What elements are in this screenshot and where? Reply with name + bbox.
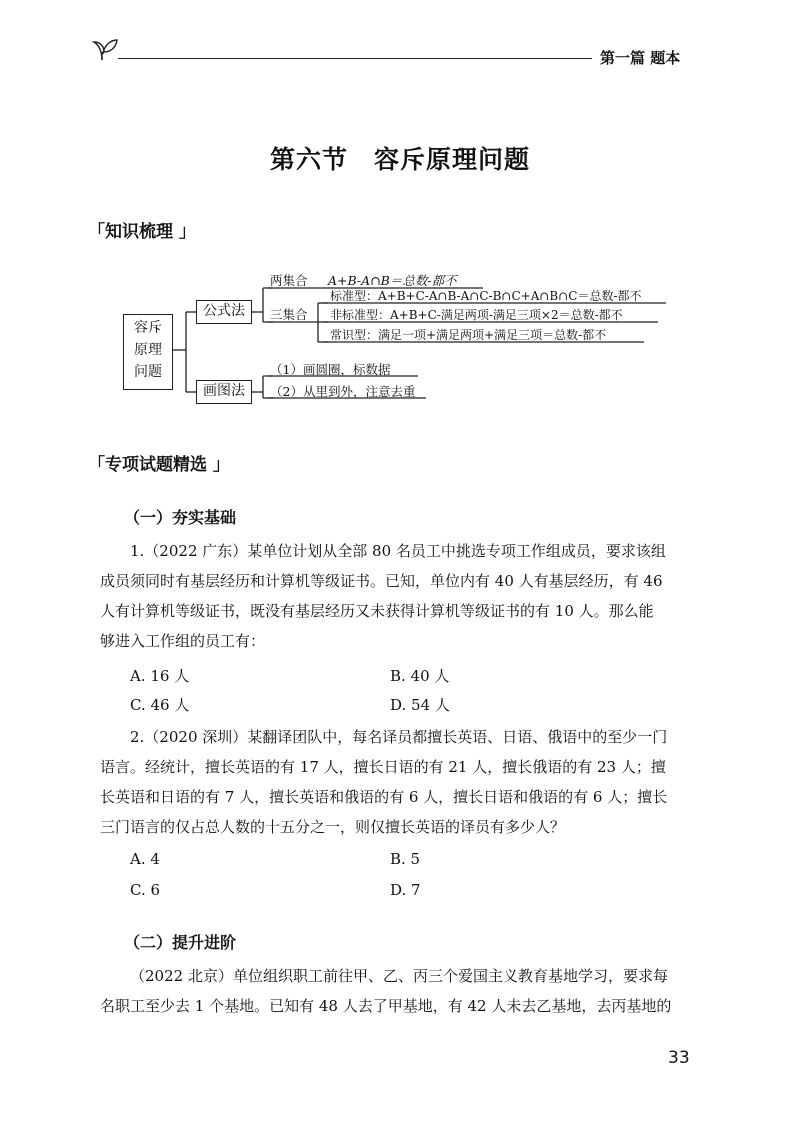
question-2 [100,722,696,842]
q2-line-2: 语言。经统计，擅长英语的有 17 人，擅长日语的有 21 人，擅长俄语的有 23 人；擅 [100,758,666,776]
question-1 [100,536,696,656]
root-line-3: 问题 [134,364,162,380]
q1-option-d: D. 54 人 [390,696,450,714]
q2-option-c: C. 6 [130,881,161,899]
header-chapter: 第一篇 题本 [600,49,681,67]
q1-option-a: A. 16 人 [130,667,190,685]
draw-step-2: （2）从里到外，注意去重 [270,384,416,399]
practice-heading-text: 专项试题精选 [105,455,207,475]
q1-option-b: B. 40 人 [390,667,450,685]
nonstandard-formula: 非标准型：A+B+C-满足两项-满足三项×2＝总数-都不 [330,308,623,322]
mindmap-root [123,314,173,390]
q2-option-b: B. 5 [390,850,421,868]
q1-line-3: 人有计算机等级证书，既没有基层经历又未获得计算机等级证书的有 10 人。那么能 [100,602,654,620]
practice-heading [88,450,230,475]
leaf-icon [90,36,120,62]
mindmap [118,270,678,410]
knowledge-heading-text: 知识梳理 [105,222,173,242]
q2-line-1: 2.（2020 深圳）某翻译团队中，每名译员都擅长英语、日语、俄语中的至少一门 [130,728,668,746]
bracket-close: 」 [207,455,230,475]
standard-formula: 标准型：A+B+C-A∩B-A∩C-B∩C+A∩B∩C＝总数-都不 [330,289,642,303]
two-set-formula: A+B-A∩B＝总数-都不 [328,273,457,288]
q3-line-1: （2022 北京）单位组织职工前往甲、乙、丙三个爱国主义教育基地学习，要求每 [130,967,668,985]
q1-line-2: 成员须同时有基层经历和计算机等级证书。已知，单位内有 40 人有基层经历，有 46 [100,572,663,590]
method-drawing: 画图法 [196,380,252,404]
method-formula: 公式法 [196,300,252,324]
header-rule [118,58,592,59]
q1-option-c: C. 46 人 [130,696,190,714]
q1-line-1: 1.（2022 广东）某单位计划从全部 80 名员工中挑选专项工作组成员，要求该组 [130,542,666,560]
q2-line-4: 三门语言的仅占总人数的十五分之一，则仅擅长英语的译员有多少人？ [100,818,566,836]
two-set-label: 两集合 [270,273,308,288]
page-number: 33 [668,1048,690,1068]
bracket-close: 」 [173,222,196,242]
q1-line-4: 够进入工作组的员工有： [100,632,266,650]
knowledge-heading [88,217,196,242]
bracket-open: 「 [88,455,105,475]
root-line-1: 容斥 [134,320,162,336]
part1-heading: （一）夯实基础 [124,508,237,527]
question-3 [100,961,696,1021]
q2-option-a: A. 4 [130,850,160,868]
root-line-2: 原理 [134,342,162,358]
common-formula: 常识型：满足一项+满足两项+满足三项＝总数-都不 [330,328,607,342]
part2-heading: （二）提升进阶 [124,933,237,952]
three-set-label: 三集合 [270,307,308,322]
q2-option-d: D. 7 [390,881,421,899]
bracket-open: 「 [88,222,105,242]
q3-line-2: 名职工至少去 1 个基地。已知有 48 人去了甲基地，有 42 人未去乙基地，去丙基地的 [100,997,672,1015]
section-title: 第六节 容斥原理问题 [269,145,530,174]
q2-line-3: 长英语和日语的有 7 人，擅长英语和俄语的有 6 人，擅长日语和俄语的有 6 人；擅长 [100,788,668,806]
draw-step-1: （1）画圆圈，标数据 [270,362,391,377]
